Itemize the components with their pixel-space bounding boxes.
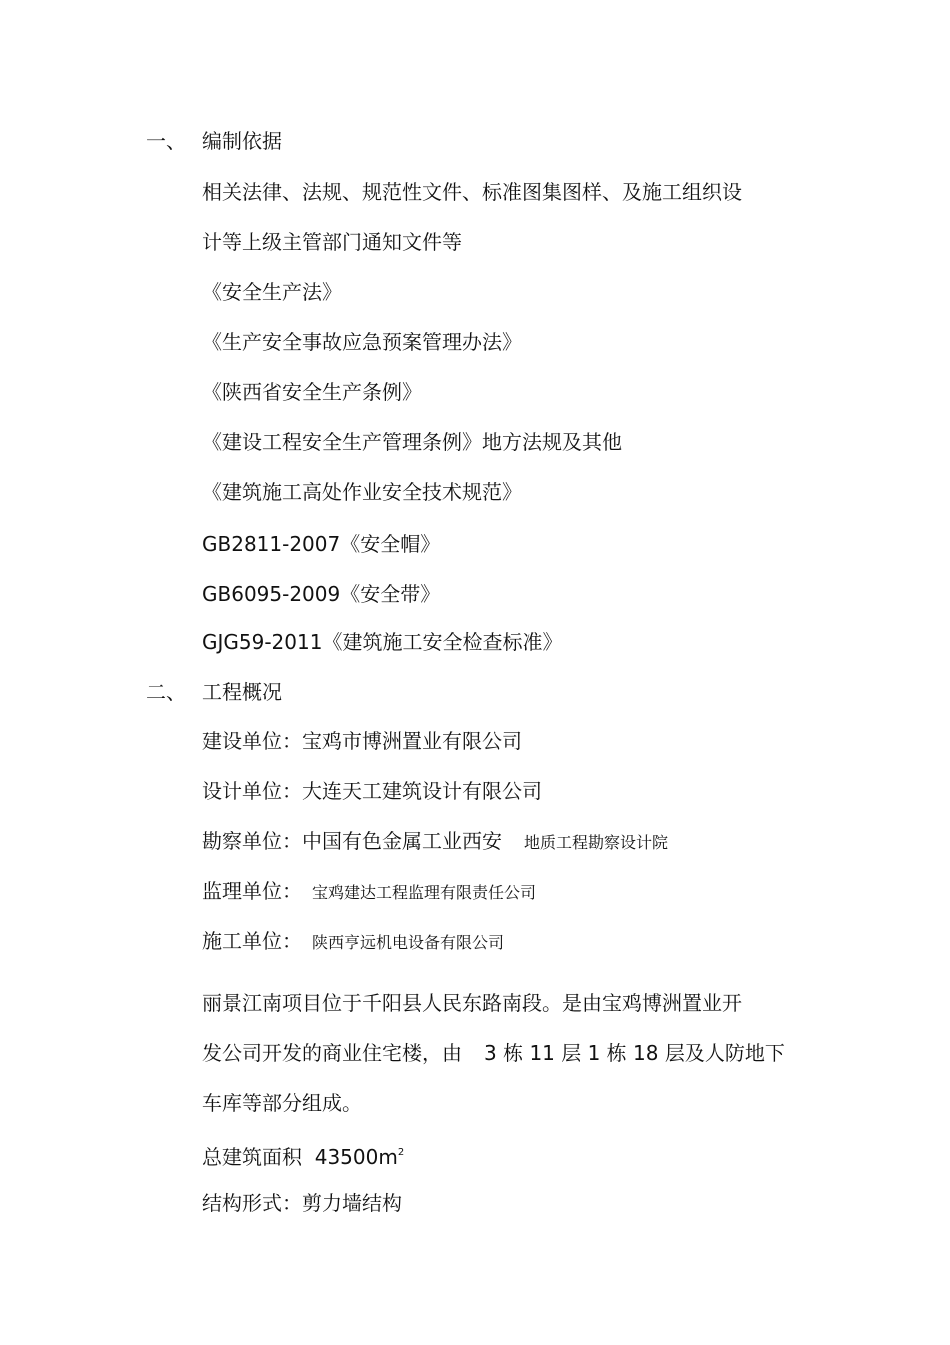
- reference-item: 《建筑施工高处作业安全技术规范》: [202, 480, 522, 504]
- survey-unit-label: 勘察单位：中国有色金属工业西安: [202, 829, 502, 853]
- section-2-title: 工程概况: [202, 680, 282, 704]
- reference-item: GJG59-2011《建筑施工安全检查标准》: [202, 630, 563, 654]
- area-unit: m: [378, 1145, 398, 1169]
- section-2-number: 二、: [146, 680, 186, 704]
- survey-unit-rest: 地质工程勘察设计院: [524, 833, 669, 852]
- construction-unit-value: 陕西亨远机电设备有限公司: [312, 933, 505, 952]
- reference-item: 《安全生产法》: [202, 280, 342, 304]
- project-desc-line-2a: 发公司开发的商业住宅楼，由: [202, 1041, 462, 1065]
- reference-item: 《陕西省安全生产条例》: [202, 380, 422, 404]
- survey-unit: [202, 828, 668, 856]
- construction-unit-label: 施工单位：: [202, 929, 302, 953]
- project-desc-line-2: [202, 1040, 785, 1066]
- basis-line-2: 计等上级主管部门通知文件等: [202, 230, 462, 254]
- basis-line-1: 相关法律、法规、规范性文件、标准图集图样、及施工组织设: [202, 180, 742, 204]
- project-desc-line-2b: 3 栋 11 层 1 栋 18 层及人防地下: [484, 1041, 785, 1065]
- reference-item: 《建设工程安全生产管理条例》地方法规及其他: [202, 430, 622, 454]
- area-unit-superscript: 2: [397, 1147, 405, 1158]
- reference-item: 《生产安全事故应急预案管理办法》: [202, 330, 522, 354]
- supervision-unit: [202, 878, 536, 906]
- total-area: [202, 1140, 404, 1170]
- supervision-unit-label: 监理单位：: [202, 879, 302, 903]
- project-desc-line-3: 车库等部分组成。: [202, 1091, 362, 1115]
- section-1-title: 编制依据: [202, 129, 282, 153]
- design-unit: 设计单位：大连天工建筑设计有限公司: [202, 779, 542, 803]
- project-desc-line-1: 丽景江南项目位于千阳县人民东路南段。是由宝鸡博洲置业开: [202, 991, 742, 1015]
- structure-type: 结构形式：剪力墙结构: [202, 1191, 402, 1215]
- supervision-unit-value: 宝鸡建达工程监理有限责任公司: [312, 883, 537, 902]
- reference-item: GB2811-2007《安全帽》: [202, 532, 441, 556]
- construction-unit: [202, 928, 504, 956]
- section-1-number: 一、: [146, 129, 186, 153]
- reference-item: GB6095-2009《安全带》: [202, 582, 441, 606]
- owner-unit: 建设单位：宝鸡市博洲置业有限公司: [202, 729, 522, 753]
- total-area-label: 总建筑面积: [202, 1145, 302, 1169]
- total-area-value: 43500: [314, 1145, 379, 1169]
